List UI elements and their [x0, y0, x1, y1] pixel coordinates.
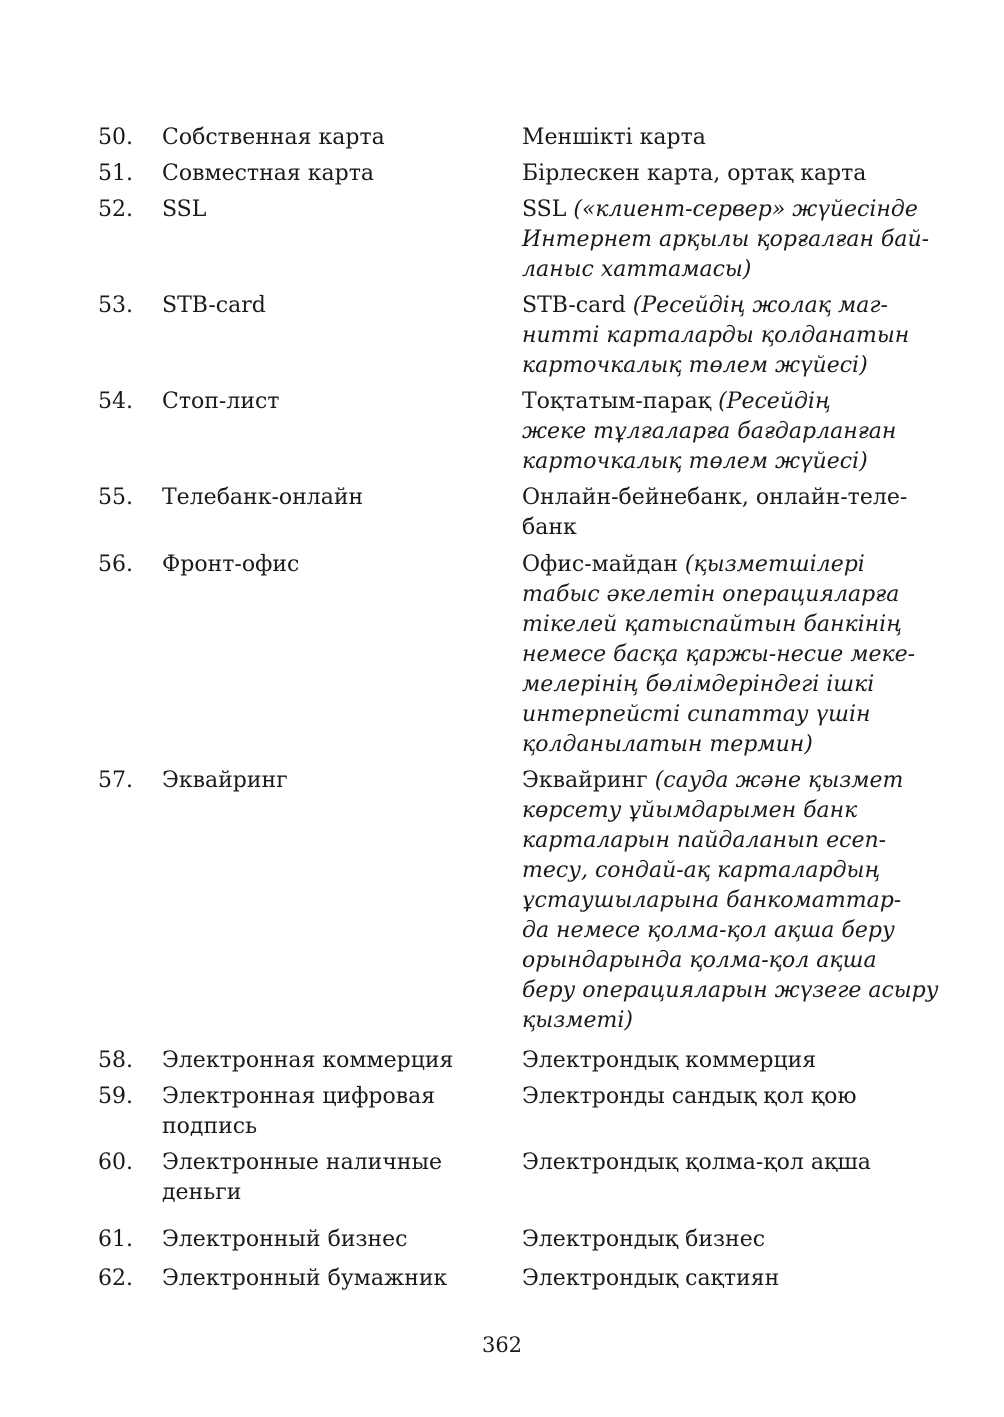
kazakh-explanation-text: (сауда және қызмет [654, 768, 904, 793]
kazakh-explanation-text: (Ресейдің жолақ маг- [632, 293, 888, 318]
entry-number: 59. [98, 1084, 133, 1109]
kazakh-term-text: банк [522, 515, 577, 540]
entry-number: 50. [98, 125, 133, 150]
kazakh-term-line [522, 417, 896, 447]
entry-number: 58. [98, 1048, 133, 1073]
kazakh-term [522, 1225, 765, 1255]
russian-term-line: Электронный бумажник [162, 1266, 448, 1291]
entry-number: 51. [98, 161, 133, 186]
kazakh-explanation-text: табыс әкелетін операцияларға [522, 582, 900, 607]
kazakh-term-line [522, 550, 915, 580]
entry-number: 62. [98, 1266, 133, 1291]
kazakh-explanation-text: жеке тұлғаларға бағдарланған [522, 419, 897, 444]
kazakh-term [522, 387, 896, 477]
russian-term [162, 1225, 407, 1255]
kazakh-term-line [522, 730, 915, 760]
entry-number: 56. [98, 552, 133, 577]
kazakh-term-line [522, 447, 896, 477]
kazakh-term [522, 1264, 779, 1294]
kazakh-explanation-text: қолданылатын термин) [522, 732, 813, 757]
kazakh-explanation-text: («клиент-сервер» жүйесінде [573, 197, 918, 222]
kazakh-term-line [522, 123, 706, 153]
russian-term-line: Телебанк-онлайн [162, 485, 364, 510]
kazakh-term [522, 483, 907, 543]
kazakh-term-text: Меншікті карта [522, 125, 706, 150]
kazakh-term-text: SSL [522, 197, 574, 222]
kazakh-term-line [522, 886, 939, 916]
kazakh-term-line [522, 766, 939, 796]
kazakh-term-line [522, 387, 896, 417]
kazakh-explanation-text: карточкалық төлем жүйесі) [522, 353, 868, 378]
page-number: 362 [481, 1333, 523, 1357]
kazakh-term-line [522, 946, 939, 976]
kazakh-term-text: Онлайн-бейнебанк, онлайн-теле- [522, 485, 908, 510]
entry-number: 57. [98, 768, 133, 793]
kazakh-explanation-text: интерпейсті сипаттау үшін [522, 702, 871, 727]
kazakh-explanation-text: мелерінің бөлімдеріндегі ішкі [522, 672, 875, 697]
kazakh-explanation-text: (Ресейдің [718, 389, 831, 414]
russian-term [162, 195, 206, 225]
entry-number: 54. [98, 389, 133, 414]
kazakh-explanation-text: тікелей қатыспайтын банкінің [522, 612, 902, 637]
kazakh-term-line [522, 1264, 779, 1294]
russian-term-line: Электронные наличные [162, 1150, 443, 1175]
kazakh-explanation-text: ұстаушыларына банкоматтар- [522, 888, 902, 913]
russian-term [162, 387, 279, 417]
kazakh-explanation-text: ланыс хаттамасы) [522, 257, 752, 282]
kazakh-term-text: Эквайринг [522, 768, 655, 793]
kazakh-term-line [522, 610, 915, 640]
russian-term [162, 483, 363, 513]
kazakh-term-text: Электрондық бизнес [522, 1227, 766, 1252]
russian-term [162, 1082, 435, 1142]
kazakh-term-line [522, 1148, 871, 1178]
russian-term [162, 1148, 442, 1208]
russian-term-line: Электронный бизнес [162, 1227, 408, 1252]
kazakh-term [522, 550, 915, 760]
kazakh-term-line [522, 1006, 939, 1036]
kazakh-explanation-text: да немесе қолма-қол ақша беру [522, 918, 895, 943]
kazakh-term-line [522, 195, 929, 225]
kazakh-term-line [522, 225, 929, 255]
kazakh-term-line [522, 351, 909, 381]
russian-term-line: Электронная коммерция [162, 1048, 454, 1073]
kazakh-term-line [522, 670, 915, 700]
kazakh-term-text: Электрондық сақтиян [522, 1266, 780, 1291]
russian-term-line: Эквайринг [162, 768, 288, 793]
kazakh-term-line [522, 976, 939, 1006]
kazakh-explanation-text: беру операцияларын жүзеге асыру [522, 978, 939, 1003]
russian-term [162, 1046, 453, 1076]
russian-term-line: Собственная карта [162, 125, 385, 150]
russian-term-line: Электронная цифровая [162, 1084, 436, 1109]
kazakh-term-line [522, 291, 909, 321]
russian-term-line: Стоп-лист [162, 389, 280, 414]
kazakh-explanation-text: немесе басқа қаржы-несие меке- [522, 642, 916, 667]
kazakh-explanation-text: карталарын пайдаланып есеп- [522, 828, 887, 853]
kazakh-explanation-text: карточкалық төлем жүйесі) [522, 449, 868, 474]
kazakh-explanation-text: қызметі) [522, 1008, 633, 1033]
kazakh-explanation-text: тесу, сондай-ақ карталардың [522, 858, 881, 883]
kazakh-explanation-text: Интернет арқылы қорғалған бай- [522, 227, 930, 252]
kazakh-explanation-text: орындарында қолма-қол ақша [522, 948, 877, 973]
kazakh-term-line [522, 1225, 765, 1255]
kazakh-term-text: Офис-майдан [522, 552, 685, 577]
entry-number: 61. [98, 1227, 133, 1252]
kazakh-explanation-text: нитті карталарды қолданатын [522, 323, 910, 348]
kazakh-explanation-text: (қызметшілері [684, 552, 865, 577]
entry-number: 53. [98, 293, 133, 318]
russian-term-line: деньги [162, 1180, 242, 1205]
kazakh-term-text: Электронды сандық қол қою [522, 1084, 857, 1109]
kazakh-term-text: Бірлескен карта, ортақ карта [522, 161, 867, 186]
russian-term [162, 123, 385, 153]
kazakh-term-line [522, 483, 907, 513]
kazakh-term-line [522, 513, 907, 543]
kazakh-term [522, 1082, 857, 1112]
kazakh-term-line [522, 321, 909, 351]
kazakh-term [522, 1046, 816, 1076]
kazakh-term-line [522, 1082, 857, 1112]
russian-term-line: Совместная карта [162, 161, 374, 186]
russian-term-line: подпись [162, 1114, 258, 1139]
kazakh-term-line [522, 255, 929, 285]
kazakh-term [522, 291, 909, 381]
kazakh-term [522, 1148, 871, 1178]
kazakh-term-line [522, 640, 915, 670]
kazakh-term-text: STB-card [522, 293, 633, 318]
kazakh-term [522, 159, 866, 189]
kazakh-term [522, 195, 929, 285]
kazakh-term-line [522, 580, 915, 610]
russian-term [162, 550, 299, 580]
russian-term-line: STB-card [162, 293, 266, 318]
entry-number: 55. [98, 485, 133, 510]
kazakh-term [522, 123, 706, 153]
russian-term-line: SSL [162, 197, 207, 222]
russian-term [162, 291, 266, 321]
russian-term [162, 766, 288, 796]
kazakh-term-line [522, 700, 915, 730]
kazakh-term-text: Электрондық қолма-қол ақша [522, 1150, 871, 1175]
kazakh-term-line [522, 1046, 816, 1076]
kazakh-term-text: Тоқтатым-парақ [522, 389, 719, 414]
kazakh-explanation-text: көрсету ұйымдарымен банк [522, 798, 858, 823]
russian-term [162, 1264, 447, 1294]
kazakh-term-line [522, 856, 939, 886]
entry-number: 60. [98, 1150, 133, 1175]
entry-number: 52. [98, 197, 133, 222]
kazakh-term-line [522, 826, 939, 856]
kazakh-term-line [522, 796, 939, 826]
kazakh-term-line [522, 159, 866, 189]
kazakh-term [522, 766, 939, 1036]
russian-term [162, 159, 374, 189]
kazakh-term-text: Электрондық коммерция [522, 1048, 817, 1073]
russian-term-line: Фронт-офис [162, 552, 300, 577]
kazakh-term-line [522, 916, 939, 946]
